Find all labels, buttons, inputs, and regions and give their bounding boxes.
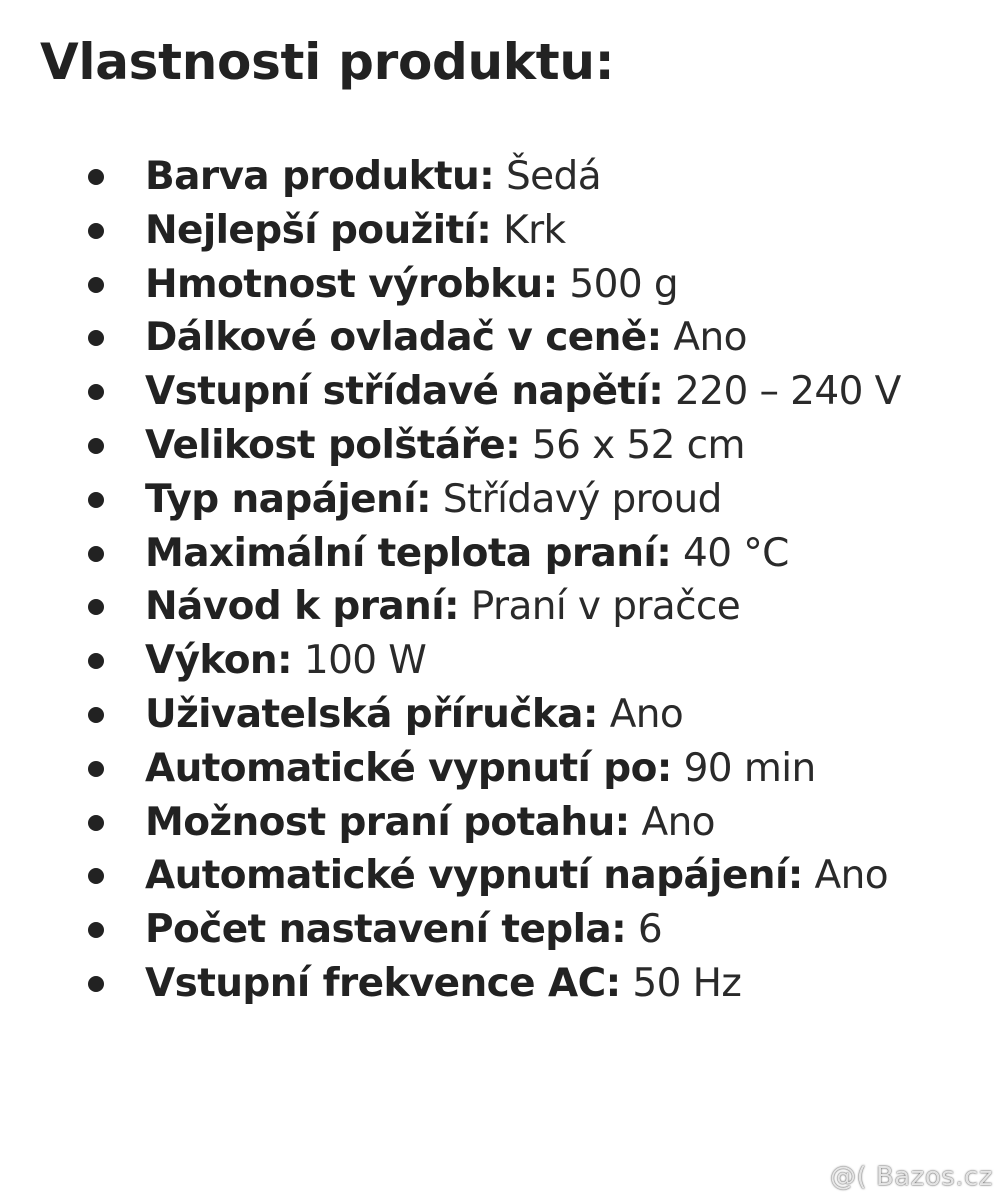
bullet-icon <box>88 223 104 239</box>
property-label: Maximální teplota praní: <box>145 530 672 576</box>
property-item <box>0 634 1005 688</box>
property-item <box>0 311 1005 365</box>
property-label: Návod k praní: <box>145 584 459 630</box>
property-label: Velikost polštáře: <box>145 422 521 468</box>
property-item <box>0 742 1005 796</box>
bullet-icon <box>88 438 104 454</box>
property-label: Vstupní frekvence AC: <box>145 960 621 1006</box>
property-item <box>0 419 1005 473</box>
property-label: Možnost praní potahu: <box>145 799 630 845</box>
bullet-icon <box>88 169 104 185</box>
property-value: 100 W <box>303 638 427 684</box>
bullet-icon <box>88 330 104 346</box>
property-item <box>0 688 1005 742</box>
property-label: Uživatelská příručka: <box>145 691 598 737</box>
property-value: Praní v pračce <box>470 584 741 630</box>
property-label: Nejlepší použití: <box>145 207 492 253</box>
property-value: Krk <box>503 207 566 253</box>
bullet-icon <box>88 761 104 777</box>
bullet-icon <box>88 653 104 669</box>
property-item <box>0 796 1005 850</box>
property-item <box>0 473 1005 527</box>
bullet-icon <box>88 599 104 615</box>
property-item <box>0 365 1005 419</box>
property-item <box>0 580 1005 634</box>
property-value: Šedá <box>505 154 601 199</box>
property-label: Typ napájení: <box>145 476 431 522</box>
property-value: 40 °C <box>683 530 789 576</box>
property-value: 90 min <box>683 745 816 791</box>
property-value: Ano <box>814 853 889 899</box>
property-label: Výkon: <box>145 638 293 684</box>
property-label: Počet nastavení tepla: <box>145 907 627 953</box>
bullet-icon <box>88 868 104 884</box>
property-value: 50 Hz <box>632 960 742 1006</box>
property-label: Vstupní střídavé napětí: <box>145 369 664 415</box>
property-item <box>0 849 1005 903</box>
bullet-icon <box>88 976 104 992</box>
property-value: 6 <box>637 907 663 953</box>
property-item <box>0 903 1005 957</box>
property-item <box>0 150 1005 204</box>
property-value: Ano <box>609 691 684 737</box>
bazos-watermark: @( Bazos.cz <box>830 1162 993 1192</box>
property-label: Automatické vypnutí po: <box>145 745 672 791</box>
property-label: Automatické vypnutí napájení: <box>145 853 803 899</box>
property-value: 220 – 240 V <box>675 369 901 415</box>
property-value: Ano <box>673 315 747 361</box>
product-properties-list <box>0 150 1005 1011</box>
bullet-icon <box>88 277 104 293</box>
bullet-icon <box>88 815 104 831</box>
bullet-icon <box>88 922 104 938</box>
property-item <box>0 258 1005 312</box>
property-value: 56 x 52 cm <box>531 422 745 468</box>
property-item <box>0 957 1005 1011</box>
property-item <box>0 527 1005 581</box>
property-value: Střídavý proud <box>442 476 722 522</box>
property-label: Barva produktu: <box>145 154 495 199</box>
property-item <box>0 204 1005 258</box>
property-value: Ano <box>641 799 715 845</box>
property-label: Dálkové ovladač v ceně: <box>145 315 662 361</box>
page-title: Vlastnosti produktu: <box>40 33 615 91</box>
bullet-icon <box>88 546 104 562</box>
property-value: 500 g <box>569 261 678 307</box>
bullet-icon <box>88 492 104 508</box>
bullet-icon <box>88 707 104 723</box>
property-label: Hmotnost výrobku: <box>145 261 558 307</box>
bullet-icon <box>88 384 104 400</box>
